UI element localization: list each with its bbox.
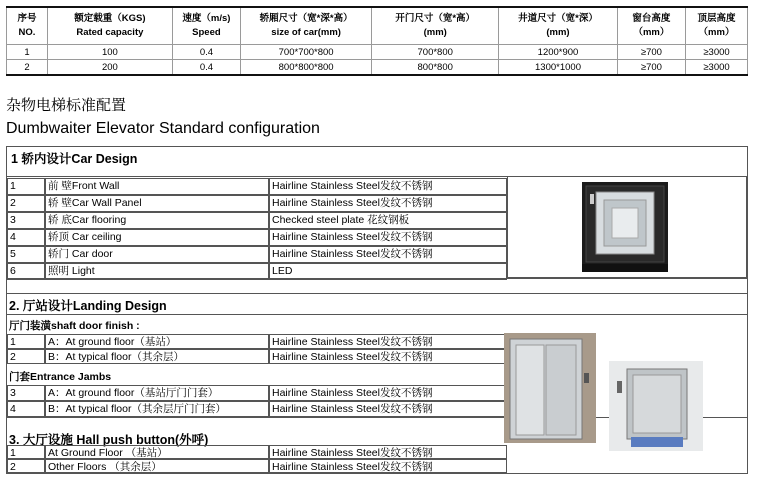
spec-cell: 700*700*800 — [241, 45, 372, 60]
spec-header-line: 开门尺寸（宽*高） — [395, 13, 476, 24]
spec-header-line: (mm) — [546, 27, 570, 38]
car-design-title: 1 轿内设计Car Design — [11, 152, 138, 166]
spec-header-cell — [686, 7, 748, 45]
cell-material: Hairline Stainless Steel发纹不锈钢 — [269, 195, 507, 212]
spec-header-cell — [372, 7, 499, 45]
spec-cell: 800*800 — [372, 60, 499, 76]
spec-header-line: 序号 — [17, 13, 37, 24]
spec-cell: 1 — [7, 45, 48, 60]
title-english: Dumbwaiter Elevator Standard configuration — [6, 120, 320, 137]
spec-header-row — [7, 7, 748, 45]
landing-door-image — [504, 333, 596, 443]
cell-no: 6 — [7, 263, 45, 280]
cell-no: 1 — [7, 178, 45, 195]
spec-header-line: Rated capacity — [76, 27, 144, 38]
divider — [7, 278, 747, 279]
spec-cell: 700*800 — [372, 45, 499, 60]
cell-item: A：At ground floor（基站） — [45, 334, 269, 349]
cell-no: 2 — [7, 195, 45, 212]
spec-cell: 2 — [7, 60, 48, 76]
cell-material: Hairline Stainless Steel发纹不锈钢 — [269, 445, 507, 459]
cell-no: 4 — [7, 229, 45, 246]
spec-row-2 — [7, 60, 748, 76]
cell-material: Hairline Stainless Steel发纹不锈钢 — [269, 349, 507, 364]
cell-item: B：At typical floor（其余层） — [45, 349, 269, 364]
cell-material: Hairline Stainless Steel发纹不锈钢 — [269, 459, 507, 473]
cell-item: 轿门 Car door — [45, 246, 269, 263]
spec-cell: ≥3000 — [686, 60, 748, 76]
spec-cell: 0.4 — [172, 60, 240, 76]
cell-material: LED — [269, 263, 507, 280]
spec-cell: ≥700 — [617, 60, 685, 76]
cell-material: Hairline Stainless Steel发纹不锈钢 — [269, 401, 507, 417]
spec-row-1 — [7, 45, 748, 60]
landing-design-title: 2. 厅站设计Landing Design — [9, 299, 167, 313]
cell-item: At Ground Floor （基站） — [45, 445, 269, 459]
cell-material: Hairline Stainless Steel发纹不锈钢 — [269, 334, 507, 349]
spec-header-cell — [617, 7, 685, 45]
cell-material: Hairline Stainless Steel发纹不锈钢 — [269, 229, 507, 246]
spec-header-cell — [47, 7, 172, 45]
entrance-jambs-title: 门套Entrance Jambs — [9, 371, 112, 383]
spec-header-line: 额定载重（KGS) — [74, 13, 146, 24]
spec-header-cell — [7, 7, 48, 45]
spec-cell: 0.4 — [172, 45, 240, 60]
cell-item: Other Floors （其余层） — [45, 459, 269, 473]
spec-cell: ≥3000 — [686, 45, 748, 60]
configuration-table — [6, 146, 748, 474]
spec-header-line: (mm) — [423, 27, 447, 38]
car-interior-image — [582, 182, 668, 272]
divider — [7, 314, 747, 315]
cell-item: 前 壁Front Wall — [45, 178, 269, 195]
landing-entrance-image — [609, 361, 703, 451]
spec-header-line: 轿厢尺寸（宽*深*高） — [259, 13, 353, 24]
spec-header-line: 井道尺寸（宽*深） — [518, 13, 598, 24]
spec-cell: ≥700 — [617, 45, 685, 60]
divider — [7, 293, 747, 294]
spec-header-line: NO. — [18, 27, 36, 38]
spec-table — [6, 6, 748, 76]
spec-header-cell — [172, 7, 240, 45]
spec-header-cell — [241, 7, 372, 45]
cell-item: B：At typical floor（其余层厅门门套） — [45, 401, 269, 417]
cell-no: 4 — [7, 401, 45, 417]
spec-header-line: （mm） — [698, 27, 735, 38]
spec-cell: 800*800*800 — [241, 60, 372, 76]
spec-header-line: 速度（m/s) — [182, 13, 231, 24]
spec-cell: 1300*1000 — [499, 60, 618, 76]
cell-no: 1 — [7, 334, 45, 349]
spec-cell: 1200*900 — [499, 45, 618, 60]
cell-item: 轿 底Car flooring — [45, 212, 269, 229]
cell-material: Checked steel plate 花纹钢板 — [269, 212, 507, 229]
spec-header-line: size of car(mm) — [271, 27, 341, 38]
spec-header-line: 窗台高度 — [632, 13, 671, 24]
spec-header-line: 顶层高度 — [697, 13, 736, 24]
cell-item: 轿 壁Car Wall Panel — [45, 195, 269, 212]
spec-cell: 100 — [47, 45, 172, 60]
cell-no: 1 — [7, 445, 45, 459]
title-chinese: 杂物电梯标准配置 — [6, 96, 127, 114]
shaft-door-title: 厅门装潢shaft door finish : — [9, 320, 140, 332]
cell-no: 2 — [7, 459, 45, 473]
hall-button-title: 3. 大厅设施 Hall push button(外呼) — [9, 433, 209, 447]
spec-header-line: Speed — [192, 27, 221, 38]
cell-material: Hairline Stainless Steel发纹不锈钢 — [269, 178, 507, 195]
cell-item: A：At ground floor（基站厅门门套） — [45, 385, 269, 401]
cell-no: 2 — [7, 349, 45, 364]
spec-header-line: （mm） — [633, 27, 670, 38]
cell-material: Hairline Stainless Steel发纹不锈钢 — [269, 246, 507, 263]
cell-material: Hairline Stainless Steel发纹不锈钢 — [269, 385, 507, 401]
spec-cell: 200 — [47, 60, 172, 76]
spec-header-cell — [499, 7, 618, 45]
cell-no: 5 — [7, 246, 45, 263]
cell-item: 照明 Light — [45, 263, 269, 280]
cell-no: 3 — [7, 385, 45, 401]
cell-no: 3 — [7, 212, 45, 229]
cell-item: 轿顶 Car ceiling — [45, 229, 269, 246]
